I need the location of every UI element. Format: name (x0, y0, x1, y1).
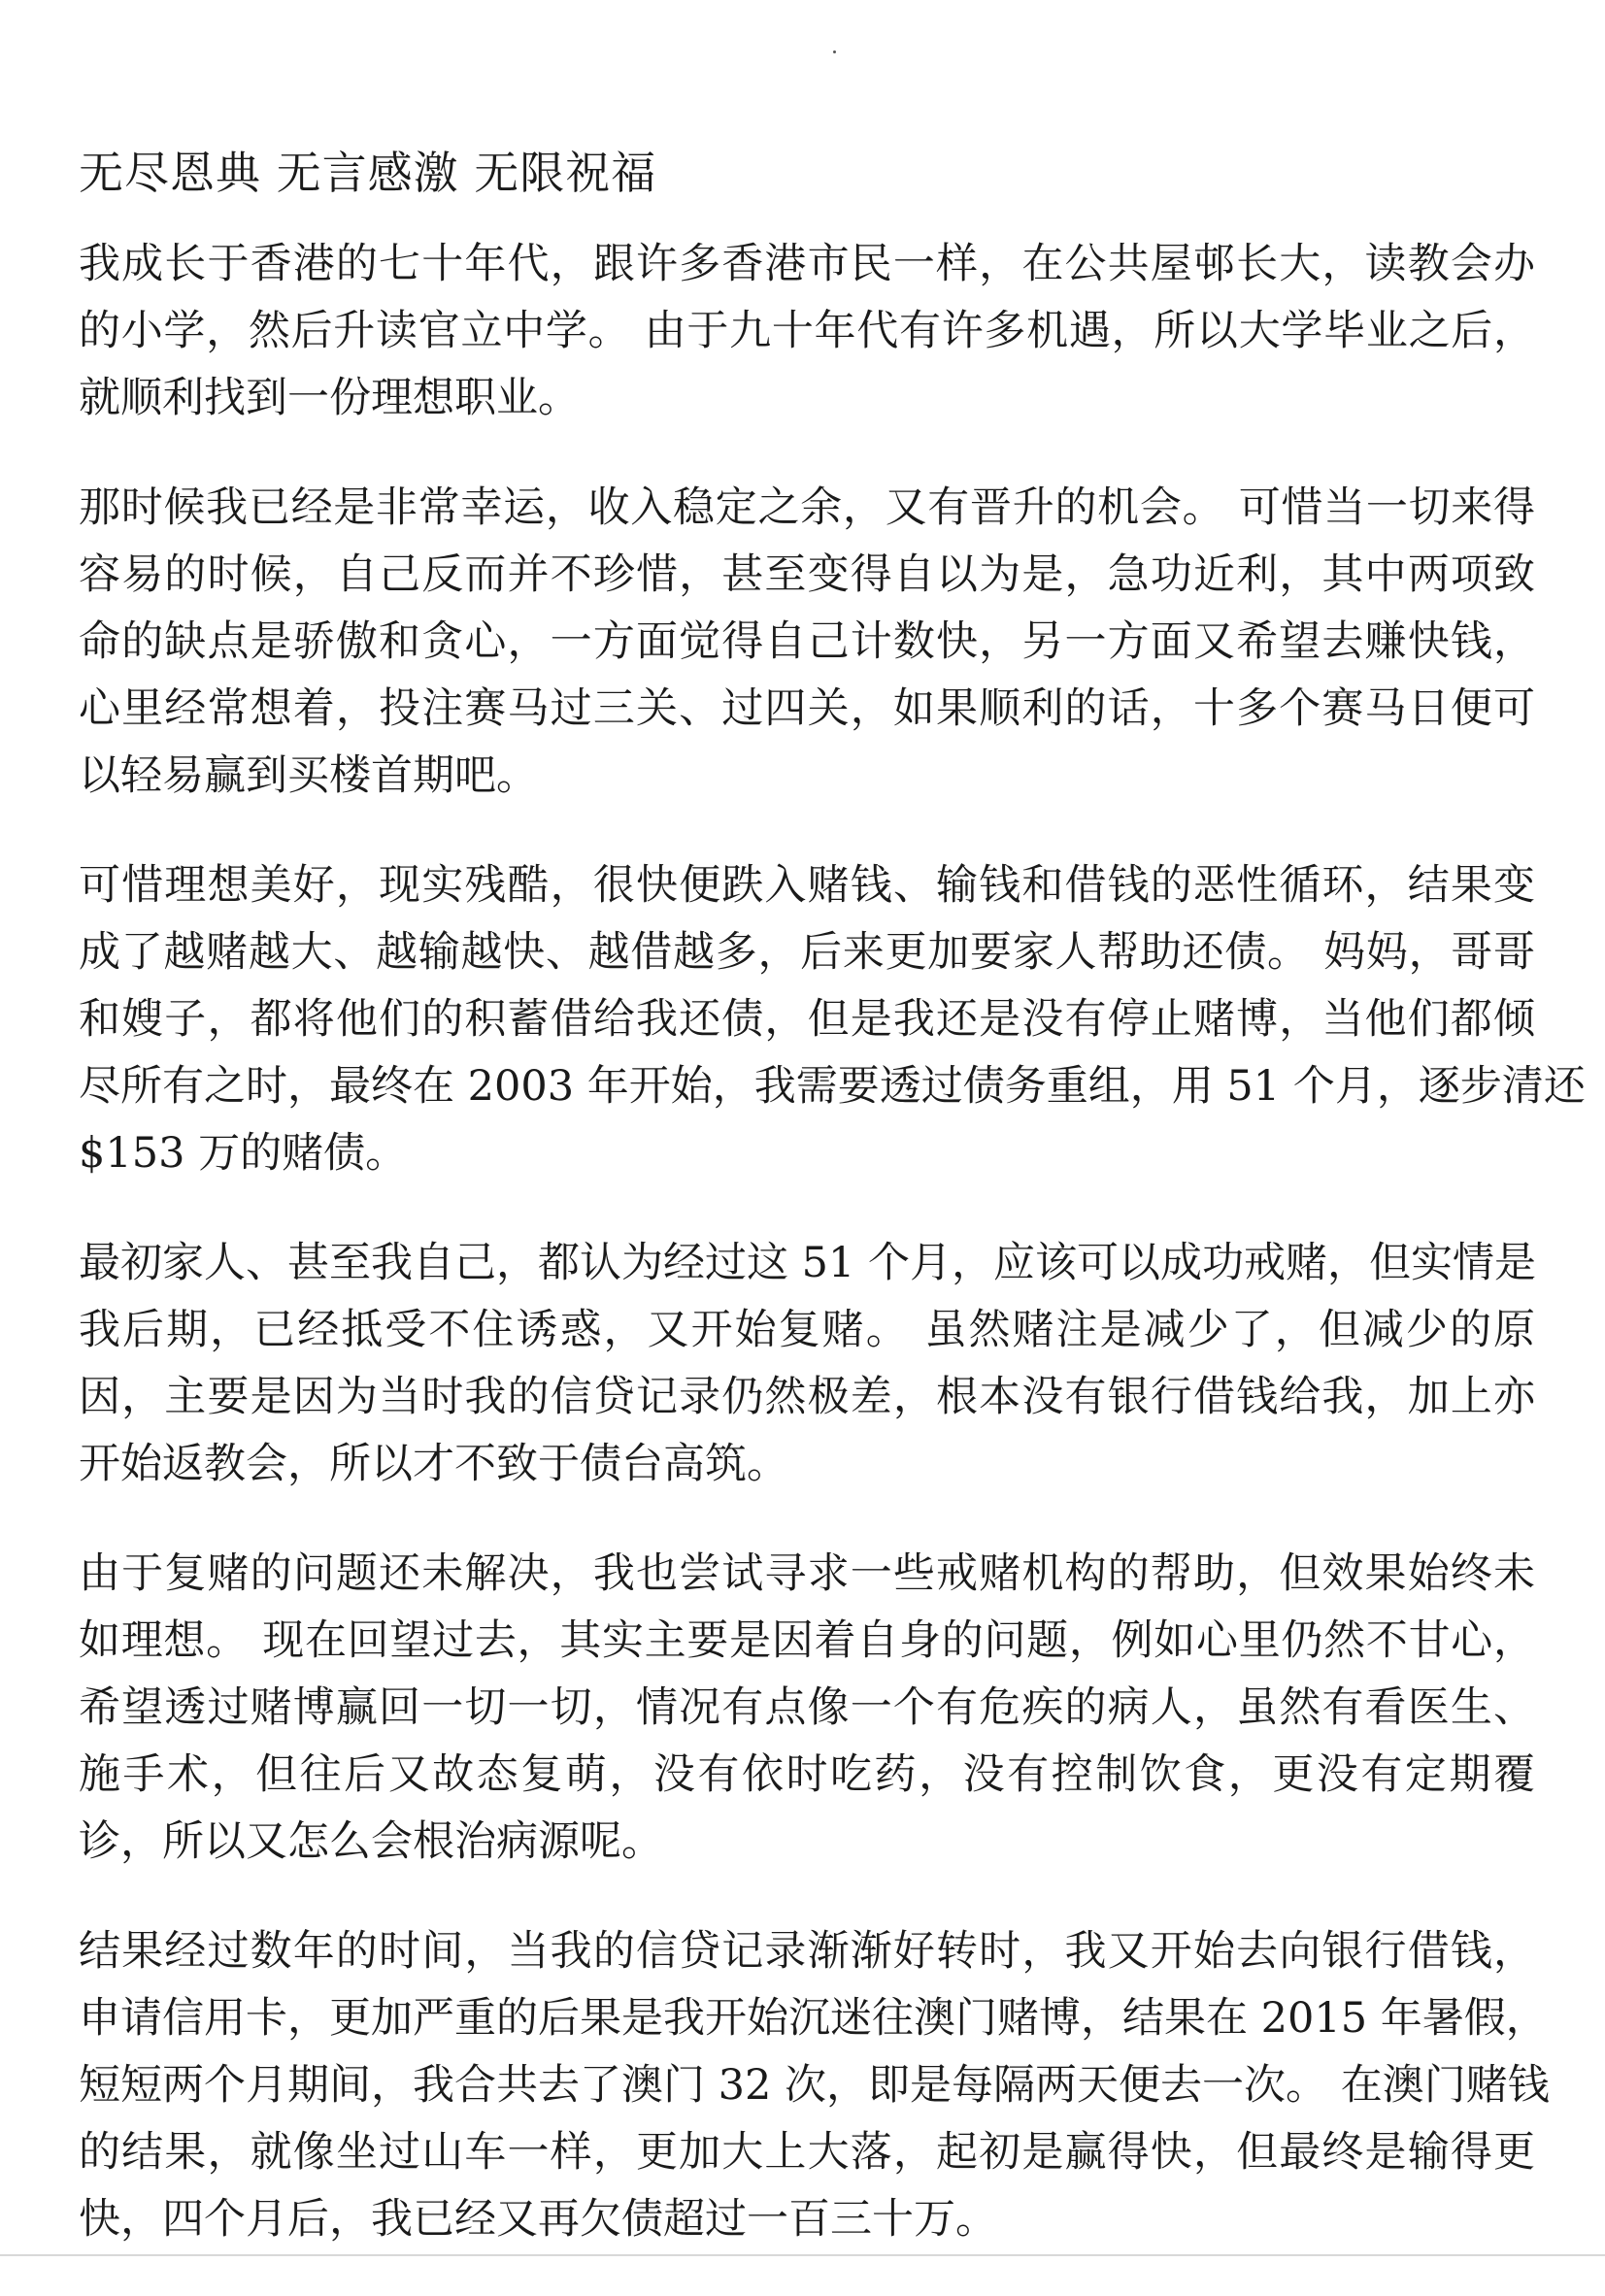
text-line: 尽所有之时，最终在 2003 年开始，我需要透过债务重组，用 51 个月，逐步清还 (79, 1062, 1586, 1111)
text-line: 心里经常想着，投注赛马过三关、过四关，如果顺利的话，十多个赛马日便可 (79, 684, 1535, 733)
text-line: 快，四个月后，我已经又再欠债超过一百三十万。 (79, 2195, 997, 2244)
text-line: 结果经过数年的时间，当我的信贷记录渐渐好转时，我又开始去向银行借钱， (79, 1927, 1535, 1976)
text-line: 和嫂子，都将他们的积蓄借给我还债，但是我还是没有停止赌博，当他们都倾 (79, 995, 1535, 1044)
text-line: 由于复赌的问题还未解决，我也尝试寻求一些戒赌机构的帮助，但效果始终未 (79, 1549, 1535, 1598)
document-title: 无尽恩典 无言感激 无限祝福 (79, 147, 657, 199)
text-line: 命的缺点是骄傲和贪心，一方面觉得自己计数快，另一方面又希望去赚快钱， (79, 617, 1535, 666)
text-line: 成了越赌越大、越输越快、越借越多，后来更加要家人帮助还债。 妈妈，哥哥 (79, 928, 1535, 977)
paragraph-2 (79, 475, 1535, 810)
scan-mark (833, 50, 836, 53)
text-line: 我成长于香港的七十年代，跟许多香港市民一样，在公共屋邨长大，读教会办 (79, 240, 1535, 288)
document-body (79, 231, 1586, 2296)
text-line: 开始返教会，所以才不致于债台高筑。 (79, 1440, 788, 1488)
text-line: 如理想。 现在回望过去，其实主要是因着自身的问题，例如心里仍然不甘心， (79, 1616, 1535, 1665)
text-line: 因，主要是因为当时我的信贷记录仍然极差，根本没有银行借钱给我，加上亦 (79, 1373, 1535, 1421)
paragraph-5 (79, 1541, 1535, 1876)
paragraph-1 (79, 231, 1535, 432)
paragraph-3 (79, 852, 1586, 1187)
text-line: 那时候我已经是非常幸运，收入稳定之余，又有晋升的机会。 可惜当一切来得 (79, 483, 1535, 532)
paragraph-6 (79, 1918, 1550, 2253)
text-line: 希望透过赌博赢回一切一切，情况有点像一个有危疾的病人，虽然有看医生、 (79, 1683, 1535, 1732)
text-line: 施手术，但往后又故态复萌，没有依时吃药，没有控制饮食，更没有定期覆 (79, 1750, 1535, 1799)
text-line: 我后期，已经抵受不住诱惑，又开始复赌。 虽然赌注是减少了，但减少的原 (79, 1306, 1535, 1354)
text-line: 诊，所以又怎么会根治病源呢。 (79, 1817, 663, 1866)
text-line: 可惜理想美好，现实残酷，很快便跌入赌钱、输钱和借钱的恶性循环，结果变 (79, 861, 1535, 910)
text-line: 申请信用卡，更加严重的后果是我开始沉迷往澳门赌博，结果在 2015 年暑假， (79, 1994, 1548, 2043)
text-line: 的小学，然后升读官立中学。 由于九十年代有许多机遇，所以大学毕业之后， (79, 307, 1535, 355)
text-line: 以轻易赢到买楼首期吧。 (79, 751, 538, 800)
text-line: 容易的时候，自己反而并不珍惜，甚至变得自以为是，急功近利，其中两项致 (79, 550, 1535, 599)
text-line: $153 万的赌债。 (79, 1129, 408, 1178)
text-line: 短短两个月期间，我合共去了澳门 32 次，即是每隔两天便去一次。 在澳门赌钱 (79, 2061, 1550, 2110)
paragraph-4 (79, 1230, 1535, 1498)
text-line: 的结果，就像坐过山车一样，更加大上大落，起初是赢得快，但最终是输得更 (79, 2128, 1535, 2177)
scan-edge-rule (0, 2254, 1605, 2256)
text-line: 就顺利找到一份理想职业。 (79, 374, 580, 422)
text-line: 最初家人、甚至我自己，都认为经过这 51 个月，应该可以成功戒赌，但实情是 (79, 1239, 1537, 1287)
